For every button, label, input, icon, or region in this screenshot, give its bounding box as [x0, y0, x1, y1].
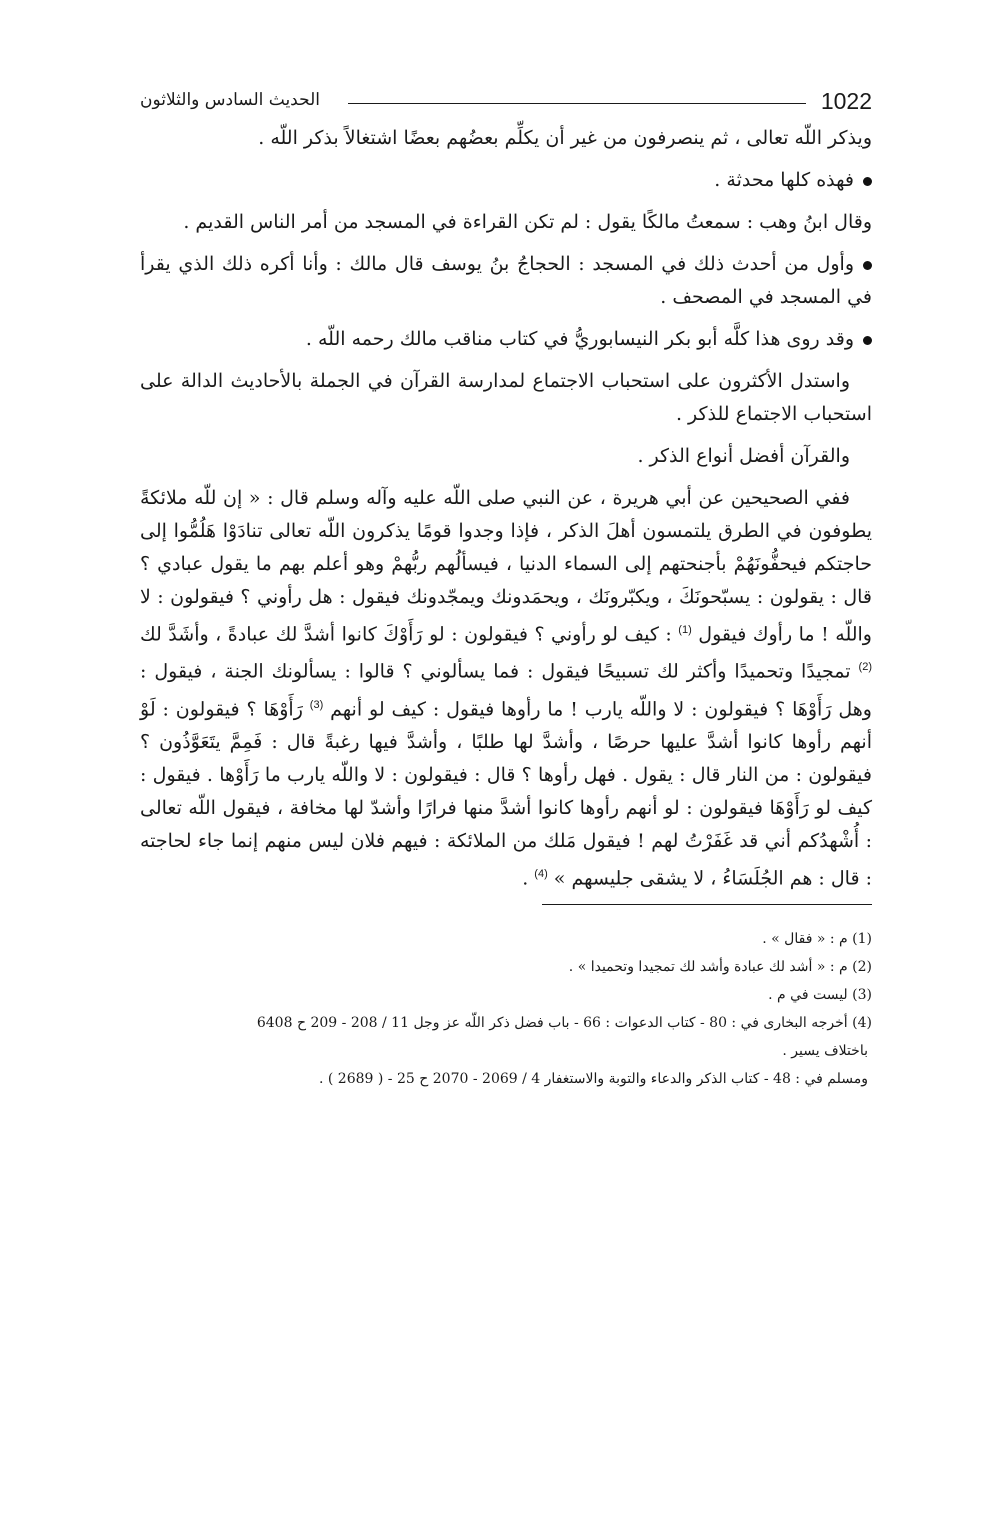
bullet-paragraph — [140, 164, 872, 197]
bullet-paragraph — [140, 323, 872, 356]
footnote-continuation: ومسلم في : 48 - كتاب الذكر والدعاء والتوبة والاستغفار 4 / 2069 - 2070 ح 25 - ( 2689 ) . — [318, 1071, 868, 1088]
footnote: (2) م : « أشد لك عبادة وأشد لك تمجيدا وتحميدا » . — [568, 959, 872, 976]
footnote: (3) ليست في م . — [768, 987, 872, 1004]
footnote-ref[interactable]: (1) — [678, 624, 692, 636]
chapter-title: الحديث السادس والثلاثون — [140, 90, 320, 110]
page-number: 1022 — [820, 88, 872, 114]
running-header — [140, 82, 872, 122]
footnote-ref[interactable]: (4) — [534, 867, 548, 880]
hadith-text: تمجيدًا وتحميدًا وأكثر لك تسبيحًا فيقول : فما يسألوني ؟ قالوا : يسألونك الجنة ، فيقول : وهل رَأَوْهَا ؟ فيقولون : لا واللّه يارب ! ما رأوها فيقول : كيف لو أنهم — [140, 660, 872, 720]
paragraph-text: وأول من أحدث ذلك في المسجد : الحجاجُ بنُ يوسف قال مالك : وأنا أكره ذلك الذي يقرأ في المسجد في المصحف . — [140, 253, 872, 308]
hadith-end: . — [522, 867, 529, 890]
paragraph-text: فهذه كلها محدثة . — [714, 169, 854, 191]
paragraph: والقرآن أفضل أنواع الذكر . — [637, 445, 850, 467]
footnote-separator — [542, 904, 872, 905]
hadith-text: ففي الصحيحين عن أبي هريرة ، عن النبي صلى اللّه عليه وآله وسلم قال : « إن للّه ملائكةً يطوفون في الطرق يلتمسون أهلَ الذكر ، فإذا وجدوا قومًا يذكرون اللّه تعالى تنادَوْا هَلُمُّوا إلى حاجتكم فيحفُّونَهُمْ بأجنحتهم إلى السماء الدنيا ، فيسألُهم ربُّهمْ وهو أعلم بهم ما يقول عبادي ؟ قال : يقولون : يسبّحونَكَ ، ويكبّرونَك ، ويحمَدونك ويمجّدونك فيقول : هل رأوني ؟ فيقولون : لا واللّه ! ما رأوك فيقول — [140, 487, 872, 646]
bullet-icon — [863, 261, 872, 270]
hadith-text: : كيف لو رأوني ؟ فيقولون : لو رَأَوْكَ كانوا أشدَّ لك عبادةً ، وأشَدَّ لك — [140, 623, 672, 646]
footnotes — [140, 925, 872, 1093]
header-rule — [348, 103, 806, 104]
bullet-icon — [863, 336, 872, 345]
hadith-text: رَأَوْهَا ؟ فيقولون : لَوْ أنهم رأوها كانوا أشدَّ عليها حرصًا ، وأشدَّ لها طلبًا ، وأشدَّ فيها رغبةً قال : فَمِمَّ يتَعَوَّذُون ؟ فيقولون : من النار قال : يقول . فهل رأوها ؟ قال : فيقولون : لا واللّه يارب ما رَأَوْها . فيقول : كيف لو رَأَوْهَا فيقولون : لو أنهم رأوها كانوا أشدَّ منها فرارًا وأشدّ لها مخافة ، فيقول اللّه تعالى : أُشْهدُكم أني قد غَفَرْتُ لهم ! فيقول مَلك من الملائكة : فيهم فلان ليس منهم إنما جاء لحاجته : قال : هم الجُلَسَاءُ ، لا يشقى جليسهم » — [140, 697, 872, 890]
page — [140, 82, 872, 1093]
footnote: (1) م : « فقال » . — [762, 931, 872, 948]
paragraph-text: وقد روى هذا كلَّه أبو بكر النيسابوريُّ في كتاب مناقب مالك رحمه اللّه . — [305, 328, 854, 350]
footnote-ref[interactable]: (2) — [858, 661, 873, 674]
bullet-icon — [863, 177, 872, 186]
footnote: (4) أخرجه البخارى في : 80 - كتاب الدعوات : 66 - باب فضل ذكر اللّه عز وجل 11 / 208 - 209 ح 6408 — [256, 1015, 872, 1032]
footnote-continuation: باختلاف يسير . — [782, 1043, 868, 1060]
footnote-ref[interactable]: (3) — [309, 698, 324, 711]
paragraph: واستدل الأكثرون على استحباب الاجتماع لمدارسة القرآن في الجملة بالأحاديث الدالة على استحباب الاجتماع للذكر . — [140, 370, 872, 425]
main-text — [140, 122, 872, 895]
bullet-paragraph — [140, 248, 872, 314]
paragraph: ويذكر اللّه تعالى ، ثم ينصرفون من غير أن يكلِّم بعضُهم بعضًا اشتغالاً بذكر اللّه . — [258, 127, 872, 149]
hadith-paragraph — [140, 482, 872, 895]
paragraph: وقال ابنُ وهب : سمعتُ مالكًا يقول : لم تكن القراءة في المسجد من أمر الناس القديم . — [183, 211, 872, 233]
